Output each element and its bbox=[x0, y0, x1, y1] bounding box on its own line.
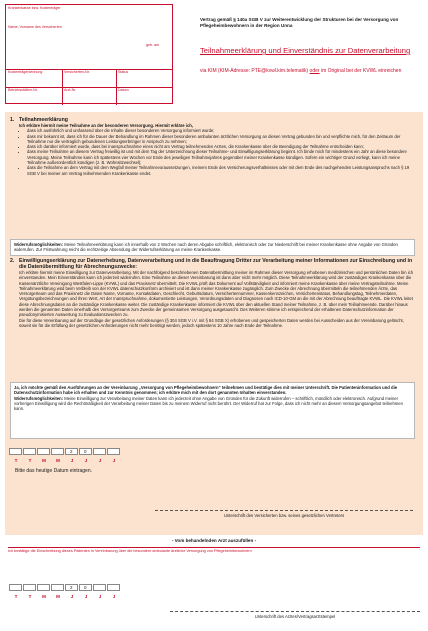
date-label-letter: J bbox=[98, 458, 102, 463]
withdrawal-text: Meine Teilnahmeerklärung kann ich innerhalb von 2 Wochen nach deren Abgabe schriftlich, elektronisch oder zur Niederschrift bei meiner Krankenkasse ohne Angabe von Gründen widerrufen. Zur Fristwahrung reicht die rechtzeitige Absendung der Widerrufserklärung an meine Krankenkasse. bbox=[14, 242, 398, 253]
site-no-label: Betriebsstätten-Nr. bbox=[8, 88, 38, 92]
list-item: • dass die Teilnahme an dem Vertrag mit dem Wegfall meiner Teilnahmevoraussetzungen, meinem Ende des Versicherungsverhältnisses oder mit dem Ende des nachgehenden Leistungsanspruchs nach § 19 SGB V bei meiner am Vertrag teilnehmenden Krankenkasse endet. bbox=[27, 165, 415, 176]
section-data-consent bbox=[19, 258, 415, 328]
doctor-signature-caption: Unterschrift des Arztes/Vertragsarztstempel bbox=[254, 614, 336, 619]
date-label-letter: J bbox=[70, 594, 74, 599]
date-cell[interactable] bbox=[93, 584, 106, 591]
date-cell[interactable] bbox=[107, 584, 120, 591]
date-cell[interactable] bbox=[51, 584, 64, 591]
consent-text: Ja, ich möchte gemäß den Ausführungen an der Vereinbarung „Versorgung von Pflegeheimbewohnern“ teilnehmen und bestätige dies mit meiner Unterschrift. Die Patienteninformation und die Datenschutzinformation habe ich erhalten und zur Kenntnis genommen; ich erkläre mich mit den dort genannten Inhalten einverstanden. bbox=[14, 385, 398, 396]
withdrawal-label: Widerrufsmöglichkeiten: bbox=[14, 395, 64, 401]
section-number: 1. bbox=[10, 117, 15, 123]
date-input-row[interactable] bbox=[9, 448, 121, 455]
divider bbox=[116, 69, 117, 105]
date-label-letter: T bbox=[28, 594, 32, 599]
declaration-list bbox=[19, 128, 415, 176]
section-body: Ich erkläre hiermit meine Einwilligung zur Datenverarbeitung. Mit der nachfolgend beschriebenen Datenübermittlung meiner im Rahmen dieser Versorgung erhobenen medizinischen und persönlichen Daten bin ich einverstanden. Mein Einverständnis kann ich jederzeit widerrufen. Eine Teilnahme an dieser Vereinbarung ist dann aber nicht mehr möglich. Diese Teilnahmeerklärung wird der zuständigen Krankenkasse über die Kassenärztliche Vereinigung Westfalen-Lippe (KVWL) und das Praxisnetz übermittelt. Die KVWL prüft das Dokument auf Vollständigkeit und informiert meine Krankenkasse über meine Vertragsteilnahme. Meine Teilnahmeerklärung wird beim Verbleib von der KVWL datenschutzkonform archiviert und ist dann meiner Krankenkasse zugänglich. Zum Zwecke der Abrechnung übermitteln die teilnehmenden Ärzte, das Versorgerteam und das Praxisnetz die Daten Name, Vorname, Kontaktdaten, Geschlecht, Geburtsdatum, Versichertennummer, Kassenkennzeichen, Versichertenstatus, Behandlungstag, Teilnehmerdaten, Vergütungsbezeichnungen und Ihren Wert, Art der Inanspruchnahme, dokumentierte Leistungen, Verordnungsdaten und Diagnosen nach ICD-10-GM an die mit der Abrechnung beauftragte KVWL. Die KVWL leitet diese Abrechnungsdaten an die zuständige Krankenkasse weiter. Die zuständige Krankenkasse informiert die KVWL über den aktuellen Stand meiner Teilnahme, z. B. über mein Teilnahmeende. Darüber hinaus werden die genannten Daten innerhalb des Versorgerteams zum Zwecke der gemeinsamen Versorgung ausgetauscht. Des Weiteren stimme ich entsprechend der erhaltenen Datenschutzinformation der pseudonymisierten Auswertung zu Evaluationszwecken zu. bbox=[19, 270, 414, 318]
date-cell[interactable] bbox=[23, 448, 36, 455]
doctor-section-heading: - Vom behandelnden Arzt auszufüllen - bbox=[171, 538, 257, 543]
doctor-signature-line[interactable] bbox=[170, 611, 420, 612]
date-label-letter: M bbox=[56, 458, 60, 463]
born-label: geb. am bbox=[146, 43, 159, 47]
via-kim-text: via KIM (KIM-Adresse: PTE@kvwl.kim.telematik) bbox=[200, 68, 309, 74]
list-item: • dass mir bekannt ist, dass ich für die Dauer der Behandlung im Rahmen dieser besonderen ambulanten ärztlichen Versorgung an diesen Vertrag gebunden bin und verpflichte mich, für den Zeitraum der Teilnahme nur die vertraglich gebundenen Leistungserbringer in Anspruch zu nehmen; bbox=[27, 134, 415, 145]
date-label-letter: J bbox=[70, 458, 74, 463]
withdrawal-text: Meine Einwilligung zur Verarbeitung meiner Daten kann ich jederzeit ohne Angabe von Gründen für die Zukunft widerrufen – schriftlich, mündlich oder elektronisch. Aufgrund meiner vorherigen Einwilligung wird die Rechtmäßigkeit der Verarbeitung meiner Daten bis zu meinem Widerruf nicht berührt. Der Widerruf hat zur Folge, dass ich nicht mehr an diesem Versorgungsangebot teilnehmen kann. bbox=[14, 395, 403, 412]
signature-caption: Unterschrift des Versicherten bzw. seines gesetzlichen Vertreters bbox=[223, 513, 345, 518]
date-cell-year: 0 bbox=[79, 584, 92, 591]
status-label: Status bbox=[118, 70, 129, 74]
date-label-letter: T bbox=[14, 594, 18, 599]
date-label-letter: J bbox=[112, 594, 116, 599]
doctor-date-labels bbox=[9, 594, 121, 599]
section-heading: Teilnahmeerklärung bbox=[19, 117, 68, 123]
date-label-letter: T bbox=[14, 458, 18, 463]
date-label-letter: M bbox=[42, 458, 46, 463]
date-label-letter: J bbox=[84, 594, 88, 599]
date-label-letter: T bbox=[28, 458, 32, 463]
doctor-confirmation: Ich bestätige die Einschreibung dieses Patienten in Vereinbarung über die besondere ambulante ärztliche Versorgung von Pflegeheimbewohnern bbox=[8, 549, 252, 553]
date-label-letter: J bbox=[84, 458, 88, 463]
contract-heading: Vertrag gemäß § 140a SGB V zur Weiterentwicklung der Strukturen bei der Versorgung von Pflegeheimbewohnern in der Region Unna bbox=[200, 17, 399, 28]
date-label-letter: J bbox=[112, 458, 116, 463]
page-title: Teilnahmeerklärung und Einverständnis zur Datenverarbeitung bbox=[200, 46, 411, 55]
date-cell[interactable] bbox=[9, 448, 22, 455]
signature-line[interactable] bbox=[155, 510, 413, 511]
date-cell[interactable] bbox=[37, 584, 50, 591]
withdrawal-box bbox=[10, 239, 415, 256]
date-label-letter: M bbox=[56, 594, 60, 599]
date-cell[interactable] bbox=[51, 448, 64, 455]
doctor-date-input-row[interactable] bbox=[9, 584, 121, 591]
list-item: • dass meine Teilnahme an diesem Vertrag freiwillig ist und mit dem Tag der Unterzeichnung dieser Teilnahme- und Einwilligungserklärung beginnt. Ich binde mich für mindestens ein Jahr an diese besondere Versorgung. Meine Teilnahme kann ich spätestens vier Wochen vor Ende des jeweiligen Teilnahmejahres gegenüber meiner Krankenkasse kündigen. Sofern ein wichtiger Grund vorliegt, kann ich meine Teilnahme außerordentlich kündigen (z. B. Wohnsitzwechsel); bbox=[27, 149, 415, 165]
main-section bbox=[5, 112, 423, 535]
section-heading: Einwilligungserklärung zur Datenerhebung, Datenverarbeitung und in die Beauftragung Dritter zur Verarbeitung meiner Informationen zur Einschreibung und in die Datenübermittlung für Abrechnungszwecke: bbox=[19, 258, 413, 270]
date-cell[interactable] bbox=[107, 448, 120, 455]
date-labels bbox=[9, 458, 121, 463]
date-label-letter: J bbox=[98, 594, 102, 599]
date-label-letter: M bbox=[42, 594, 46, 599]
list-item: • dass ich ausführlich und umfassend über die Inhalte dieser besonderen Versorgung informiert wurde; bbox=[27, 128, 415, 133]
consent-box[interactable] bbox=[10, 382, 415, 439]
date-cell-year: 2 bbox=[65, 584, 78, 591]
section-body-retention: Die für diese Vereinbarung auf der Grundlage der gesetzlichen Anforderungen (§ 304 SGB V i.V. mit § 84 SGB X) erhobenen und gespeicherten Daten werden bei Ausscheiden aus der Vereinbarung gelöscht, soweit sie für die Erfüllung der gesetzlichen Anforderungen nicht mehr benötigt werden, jedoch spätestens 10 Jahre nach Ende der Teilnahme. bbox=[19, 317, 404, 328]
divider bbox=[62, 69, 63, 105]
insurer-label: Krankenkasse bzw. Kostenträger bbox=[8, 6, 61, 10]
section-intro: Ich erkläre hiermit meine Teilnahme an der besonderen Versorgung. Hiermit erkläre ich, bbox=[19, 123, 193, 128]
date-cell[interactable] bbox=[23, 584, 36, 591]
insured-no-label: Versicherten-Nr. bbox=[64, 70, 90, 74]
patient-data-box[interactable] bbox=[5, 4, 173, 104]
doctor-no-label: Arzt-Nr. bbox=[64, 88, 77, 92]
via-original-text: im Original bei der KVWL einreichen bbox=[320, 68, 402, 74]
via-oder-text: oder bbox=[309, 68, 320, 74]
name-label: Name, Vorname des Versicherten bbox=[8, 25, 62, 29]
withdrawal-label: Widerrufsmöglichkeiten: bbox=[14, 242, 64, 247]
date-cell-year: 0 bbox=[79, 448, 92, 455]
list-item: • dass ich darüber informiert wurde, dass bei Inanspruchnahme eines nicht am Vertrag teilnehmenden Arztes, die Krankenkasse über die Beendigung der Teilnahme entscheiden kann; bbox=[27, 144, 415, 149]
date-cell[interactable] bbox=[9, 584, 22, 591]
date-hint: Bitte das heutige Datum eintragen. bbox=[15, 468, 92, 474]
insurer-id-label: Kostenträgerkennung bbox=[8, 70, 43, 74]
date-label: Datum bbox=[118, 88, 129, 92]
date-cell[interactable] bbox=[37, 448, 50, 455]
doctor-divider bbox=[8, 547, 420, 548]
date-cell-year: 2 bbox=[65, 448, 78, 455]
section-participation bbox=[19, 117, 415, 176]
date-cell[interactable] bbox=[93, 448, 106, 455]
submission-note bbox=[200, 68, 424, 74]
section-number: 2. bbox=[10, 258, 15, 264]
